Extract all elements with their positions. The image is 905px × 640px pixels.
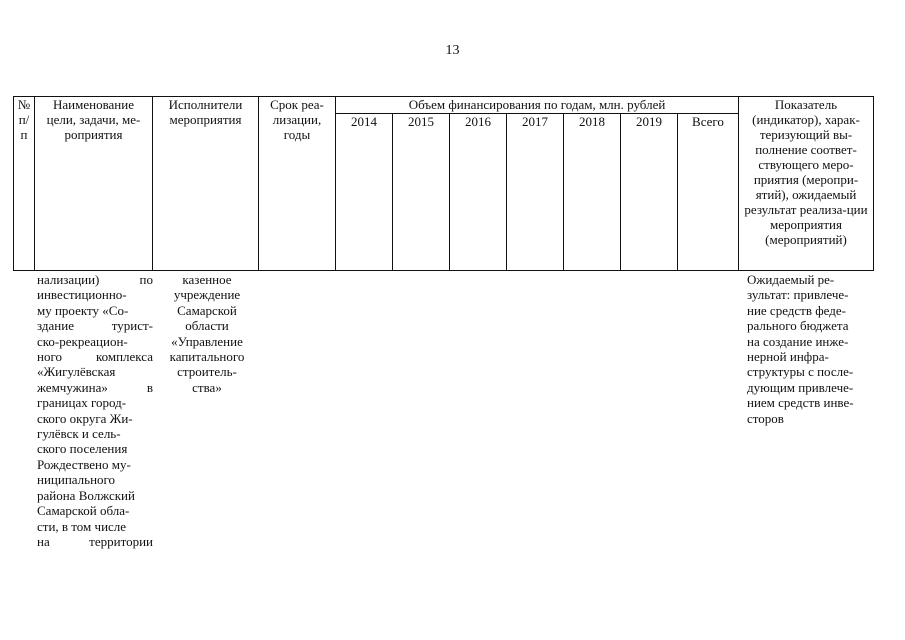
year-2019: 2019 bbox=[621, 114, 678, 271]
name-line: ско-рекреацион- bbox=[37, 333, 128, 349]
header-executors: Исполнители мероприятия bbox=[153, 97, 259, 271]
exec-line: ства» bbox=[192, 379, 222, 395]
year-2015: 2015 bbox=[393, 114, 450, 271]
name-line: здание турист- bbox=[37, 318, 153, 334]
indicator-line: нием средств инве- bbox=[747, 395, 854, 411]
name-line: на территории bbox=[37, 533, 153, 549]
exec-line: «Управление bbox=[171, 333, 243, 349]
name-line: Самарской обла- bbox=[37, 503, 130, 519]
header-indicator: Показатель (индикатор), харак-теризующий вы-полнение соответ-ствующего меро-приятия (меропри-ятий), ожидаемый результат реализа-ции мероприятия (мероприятий) bbox=[739, 97, 874, 271]
header-funding: Объем финансирования по годам, млн. рублей bbox=[336, 97, 739, 114]
name-line: ского округа Жи- bbox=[37, 410, 133, 426]
name-line: Рождествено му- bbox=[37, 456, 131, 472]
name-line: инвестиционно- bbox=[37, 287, 127, 303]
name-line: гулёвск и сель- bbox=[37, 426, 121, 442]
indicator-line: структуры с после- bbox=[747, 364, 854, 380]
year-2018: 2018 bbox=[564, 114, 621, 271]
indicator-line: дующим привлече- bbox=[747, 379, 854, 395]
year-2016: 2016 bbox=[450, 114, 507, 271]
indicator-line: ние средств феде- bbox=[747, 302, 846, 318]
measure-name-cell bbox=[37, 272, 153, 549]
name-line: ного комплекса bbox=[37, 349, 153, 365]
name-line: границах город- bbox=[37, 395, 127, 411]
header-num: № п/п bbox=[14, 97, 35, 271]
name-line: ского поселения bbox=[37, 441, 128, 457]
year-2014: 2014 bbox=[336, 114, 393, 271]
budget-table-header bbox=[13, 96, 874, 271]
name-line: ниципального bbox=[37, 472, 116, 488]
page-number: 13 bbox=[445, 43, 460, 58]
name-line: «Жигулёвская bbox=[37, 364, 116, 380]
indicator-cell bbox=[747, 272, 881, 426]
year-total: Всего bbox=[678, 114, 739, 271]
year-2017: 2017 bbox=[507, 114, 564, 271]
exec-line: Самарской bbox=[177, 302, 237, 318]
name-line: жемчужина» в bbox=[37, 379, 153, 395]
name-line: му проекту «Со- bbox=[37, 302, 129, 318]
indicator-line: рального бюджета bbox=[747, 318, 849, 334]
header-term: Срок реа-лизации, годы bbox=[259, 97, 336, 271]
exec-line: капитального bbox=[169, 349, 245, 365]
name-line: нализации) по bbox=[37, 272, 153, 287]
executor-cell bbox=[156, 272, 258, 395]
header-name: Наименование цели, задачи, ме-роприятия bbox=[35, 97, 153, 271]
indicator-line: на создание инже- bbox=[747, 333, 849, 349]
exec-line: учреждение bbox=[173, 287, 241, 303]
indicator-line: нерной инфра- bbox=[747, 349, 829, 365]
exec-line: строитель- bbox=[177, 364, 237, 380]
exec-line: области bbox=[185, 318, 229, 334]
indicator-line: сторов bbox=[747, 410, 784, 426]
exec-line: казенное bbox=[182, 272, 232, 287]
name-line: района Волжский bbox=[37, 487, 135, 503]
name-line: сти, в том числе bbox=[37, 518, 127, 534]
indicator-line: Ожидаемый ре- bbox=[747, 272, 835, 287]
indicator-line: зультат: привлече- bbox=[747, 287, 849, 303]
